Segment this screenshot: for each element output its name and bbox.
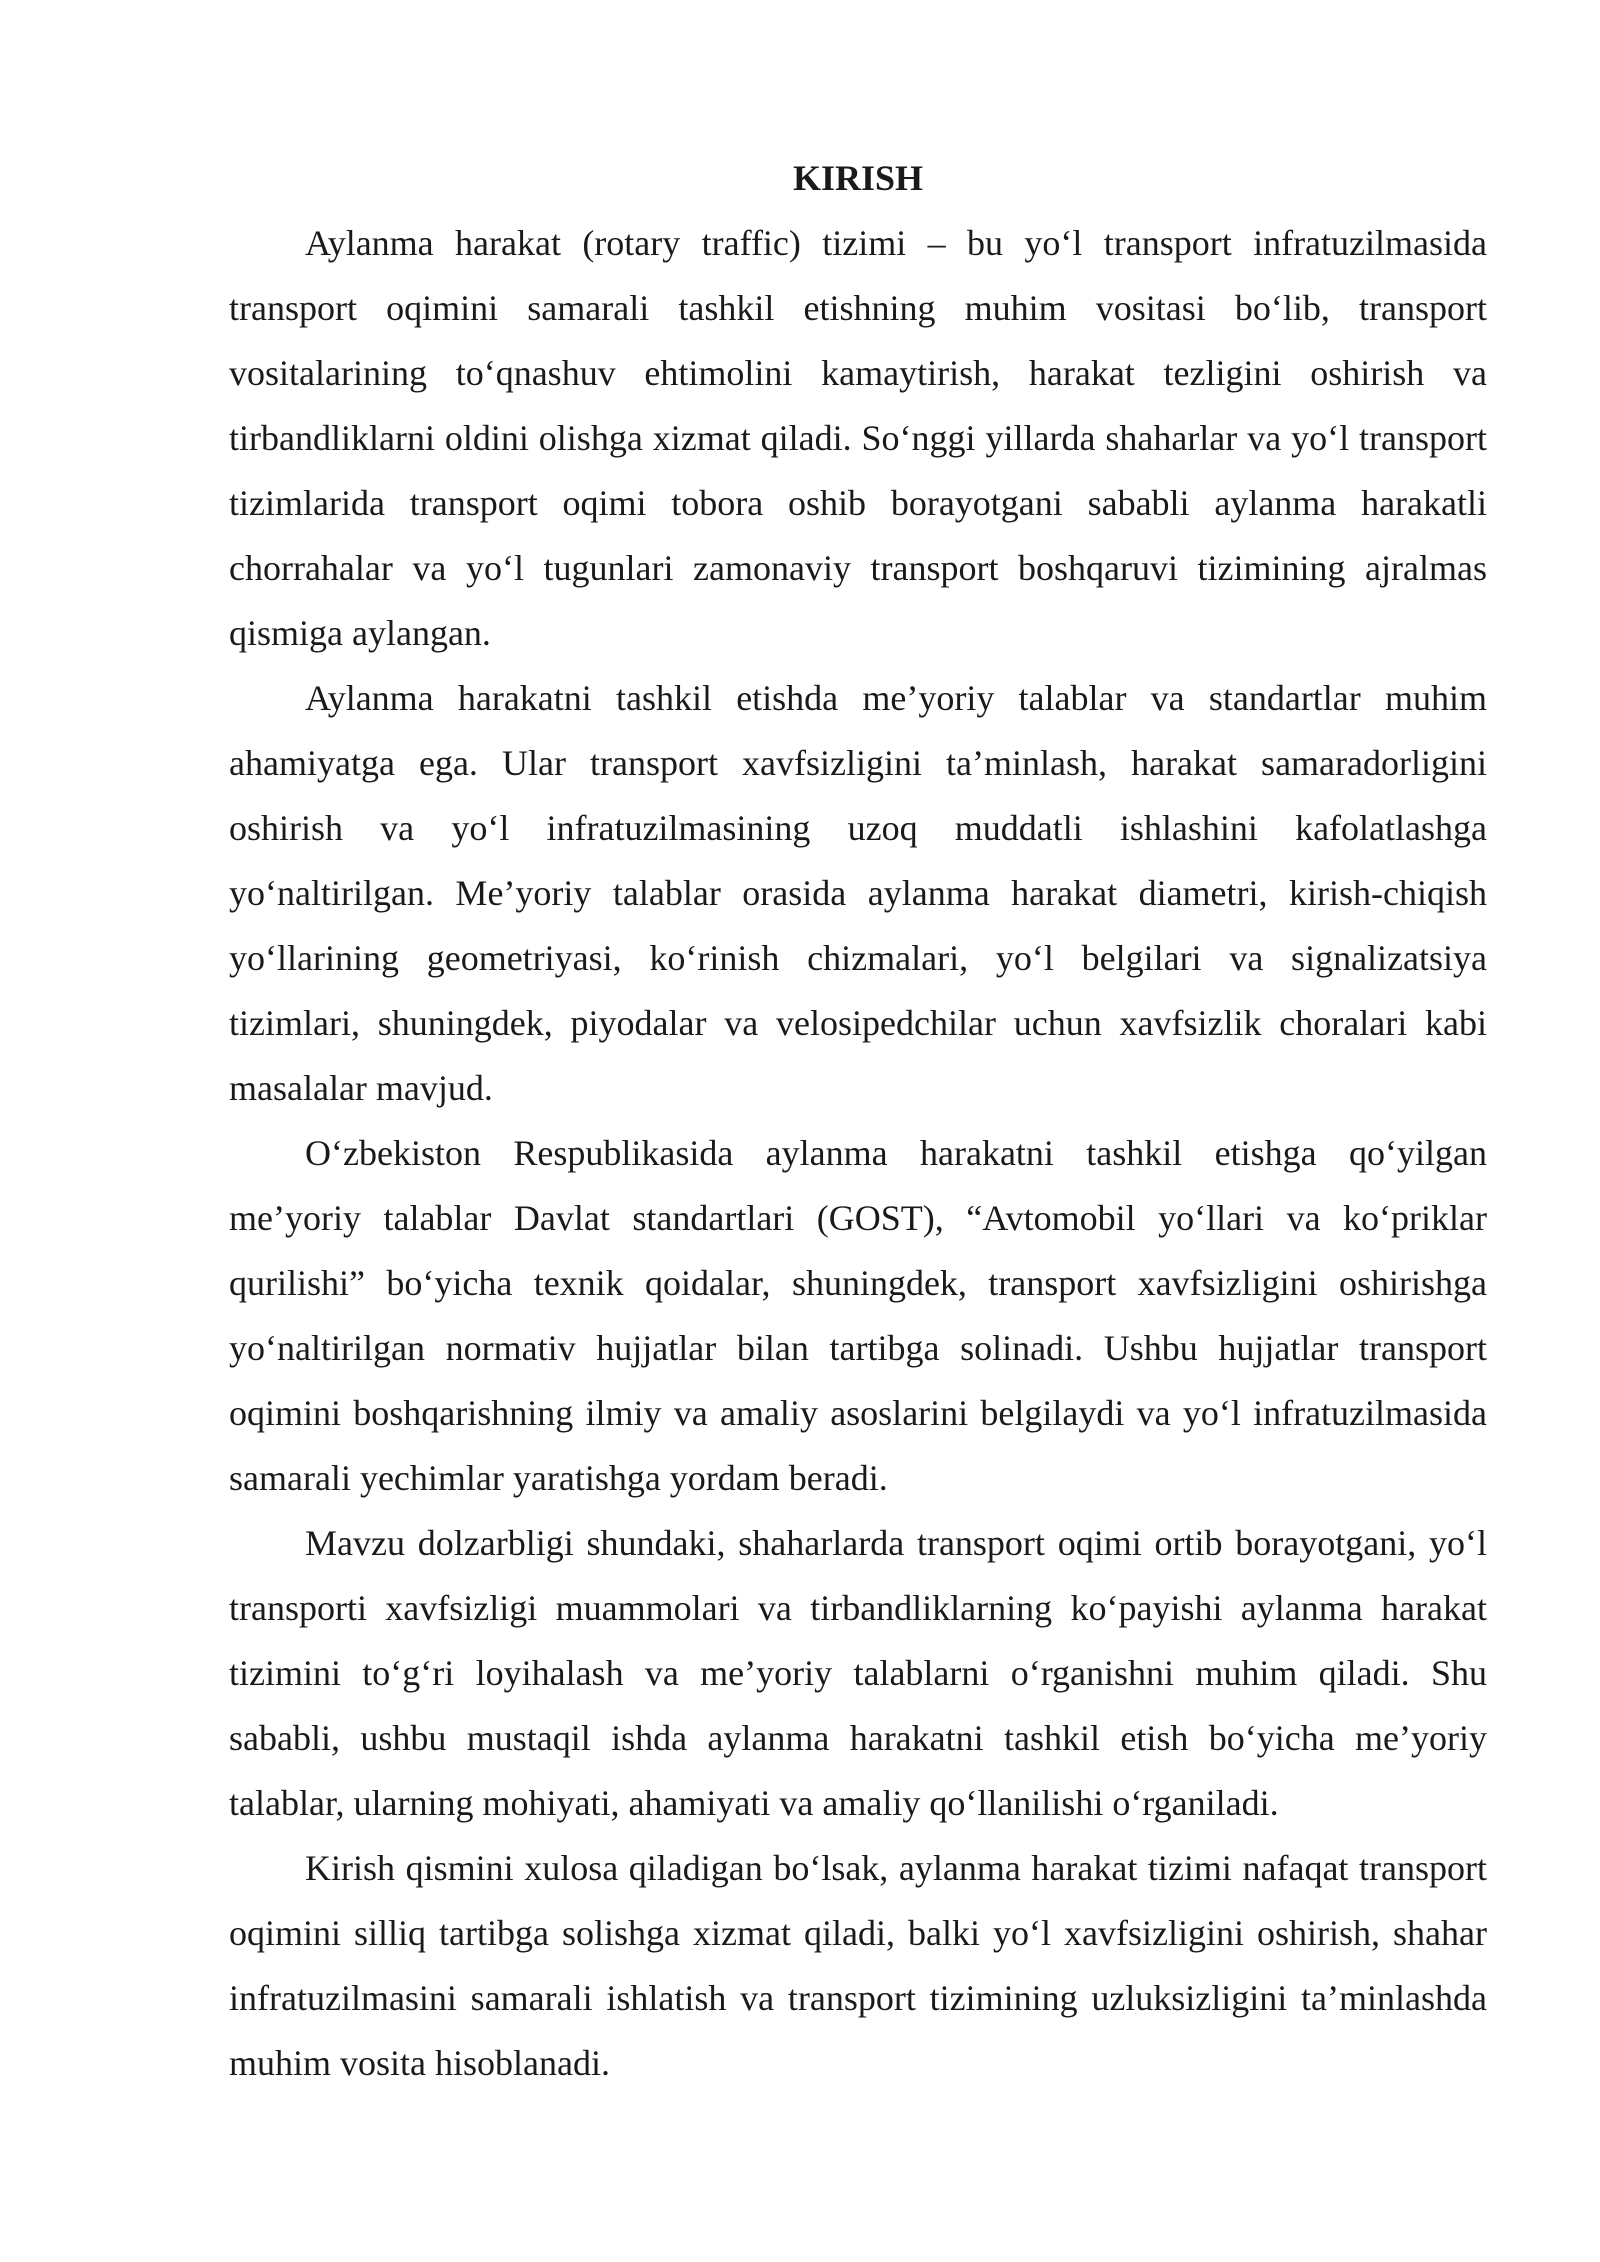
document-title: KIRISH [792,158,924,198]
paragraph-intro: Aylanma harakat (rotary traffic) tizimi – bu yo‘l transport infratuzilmasida transport oqimini samarali tashkil etishning muhim vositasi bo‘lib, transport vositalarining to‘qnashuv ehtimolini kamaytirish, harakat tezligini oshirish va tirbandliklarni oldini olishga xizmat qiladi. So‘nggi yillarda shaharlar va yo‘l transport tizimlarida transport oqimi tobora oshib borayotgani sababli aylanma harakatli chorrahalar va yo‘l tugunlari zamonaviy transport boshqaruvi tizimining ajralmas qismiga aylangan. [229,223,1487,653]
paragraph-conclusion: Kirish qismini xulosa qiladigan bo‘lsak, aylanma harakat tizimi nafaqat transport oqimini silliq tartibga solishga xizmat qiladi, balki yo‘l xavfsizligini oshirish, shahar infratuzilmasini samarali ishlatish va transport tizimining uzluksizligini ta’minlashda muhim vosita hisoblanadi. [229,1848,1487,2083]
paragraph-standards: Aylanma harakatni tashkil etishda me’yoriy talablar va standartlar muhim ahamiyatga ega. Ular transport xavfsizligini ta’minlash, harakat samaradorligini oshirish va yo‘l infratuzilmasining uzoq muddatli ishlashini kafolatlashga yo‘naltirilgan. Me’yoriy talablar orasida aylanma harakat diametri, kirish-chiqish yo‘llarining geometriyasi, ko‘rinish chizmalari, yo‘l belgilari va signalizatsiya tizimlari, shuningdek, piyodalar va velosipedchilar uchun xavfsizlik choralari kabi masalalar mavjud. [229,678,1487,1108]
document-page [229,146,1487,2096]
paragraph-relevance: Mavzu dolzarbligi shundaki, shaharlarda transport oqimi ortib borayotgani, yo‘l transporti xavfsizligi muammolari va tirbandliklarning ko‘payishi aylanma harakat tizimini to‘g‘ri loyihalash va me’yoriy talablarni o‘rganishni muhim qiladi. Shu sababli, ushbu mustaqil ishda aylanma harakatni tashkil etish bo‘yicha me’yoriy talablar, ularning mohiyati, ahamiyati va amaliy qo‘llanilishi o‘rganiladi. [229,1523,1487,1823]
paragraph-uzbekistan-regulation: O‘zbekiston Respublikasida aylanma harakatni tashkil etishga qo‘yilgan me’yoriy talablar Davlat standartlari (GOST), “Avtomobil yo‘llari va ko‘priklar qurilishi” bo‘yicha texnik qoidalar, shuningdek, transport xavfsizligini oshirishga yo‘naltirilgan normativ hujjatlar bilan tartibga solinadi. Ushbu hujjatlar transport oqimini boshqarishning ilmiy va amaliy asoslarini belgilaydi va yo‘l infratuzilmasida samarali yechimlar yaratishga yordam beradi. [229,1133,1487,1498]
